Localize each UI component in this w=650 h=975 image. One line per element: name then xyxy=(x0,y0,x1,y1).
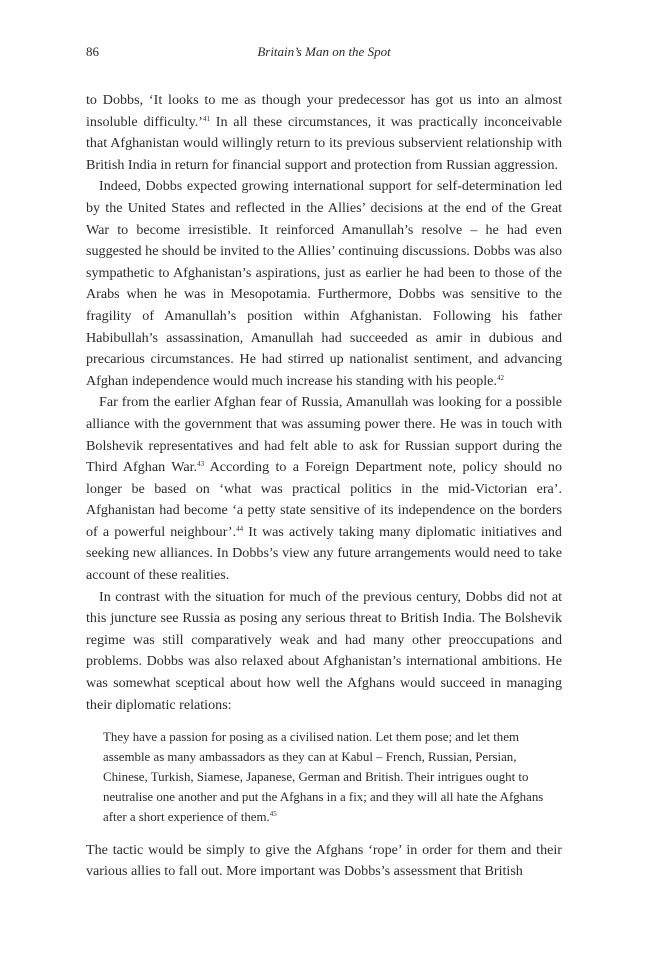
running-title: Britain’s Man on the Spot xyxy=(257,44,391,59)
footnote-ref-45: 45 xyxy=(269,809,277,818)
paragraph-3 xyxy=(86,392,562,586)
footnote-ref-43: 43 xyxy=(197,460,205,469)
paragraph-1 xyxy=(86,90,562,176)
paragraph-2-text: Indeed, Dobbs expected growing international support for self-determination led by the United States and reflected in the Allies’ decisions at the end of the Great War to become irresistible. It reinforced Amanullah’s resolve – he had even suggested he should be invited to the Allies’ continuing discussions. Dobbs was also sympathetic to Afghanistan’s aspirations, just as earlier he had been to those of the Arabs when he was in Mesopotamia. Furthermore, Dobbs was sensitive to the fragility of Amanullah’s position within Afghanistan. Following his father Habibullah’s assassination, Amanullah had succeeded as amir in dubious and precarious circumstances. He had stirred up nationalist sentiment, and advancing Afghan independence would much increase his standing with his people. xyxy=(86,178,562,389)
paragraph-1-text-b: In all these circumstances, it was practically inconceivable that Afghanistan would willingly return to its previous subservient relationship with British India in return for financial support and protection from Russian aggression. xyxy=(86,113,562,173)
paragraph-3-text-a: Far from the earlier Afghan fear of Russia, Amanullah was looking for a possible alliance with the government that was assuming power there. He was in touch with Bolshevik representatives and had felt able to ask for Russian support during the Third Afghan War. xyxy=(86,394,562,476)
body-text xyxy=(86,90,562,883)
block-quote-body: They have a passion for posing as a civilised nation. Let them pose; and let them assemble as many ambassadors as they can at Kabul – French, Russian, Persian, Chinese, Turkish, Siamese, Japanese, German and British. Their intrigues ought to neutralise one another and put the Afghans in a fix; and they will all hate the Afghans after a short experience of them. xyxy=(103,730,544,824)
paragraph-1-text-a: to Dobbs, ‘It looks to me as though your predecessor has got us into an almost insoluble difficulty.’ xyxy=(86,92,562,130)
paragraph-4 xyxy=(86,587,562,717)
paragraph-4-text: In contrast with the situation for much of the previous century, Dobbs did not at this juncture see Russia as posing any serious threat to British India. The Bolshevik regime was still comparatively weak and had many other preoccupations and problems. Dobbs was also relaxed about Afghanistan’s international ambitions. He was somewhat sceptical about how well the Afghans would succeed in managing their diplomatic relations: xyxy=(86,588,562,713)
page-number: 86 xyxy=(86,44,99,59)
paragraph-2 xyxy=(86,176,562,392)
paragraph-5 xyxy=(86,840,562,883)
block-quote xyxy=(103,728,562,828)
footnote-ref-42: 42 xyxy=(496,373,504,382)
page-header xyxy=(86,44,562,64)
paragraph-3-text-c: It was actively taking many diplomatic initiatives and seeking new alliances. In Dobbs’s view any future arrangements would need to take account of these realities. xyxy=(86,523,562,584)
footnote-ref-44: 44 xyxy=(236,524,244,533)
footnote-ref-41: 41 xyxy=(202,114,210,123)
paragraph-5-text: The tactic would be simply to give the Afghans ‘rope’ in order for them and their various allies to fall out. More important was Dobbs’s assessment that British xyxy=(86,841,562,880)
block-quote-text xyxy=(103,728,562,828)
paragraph-3-text-b: According to a Foreign Department note, policy should no longer be based on ‘what was practical politics in the mid-Victorian era’. Afghanistan had become ‘a petty state sensitive of its independence on the borders of a powerful neighbour’. xyxy=(86,459,563,540)
